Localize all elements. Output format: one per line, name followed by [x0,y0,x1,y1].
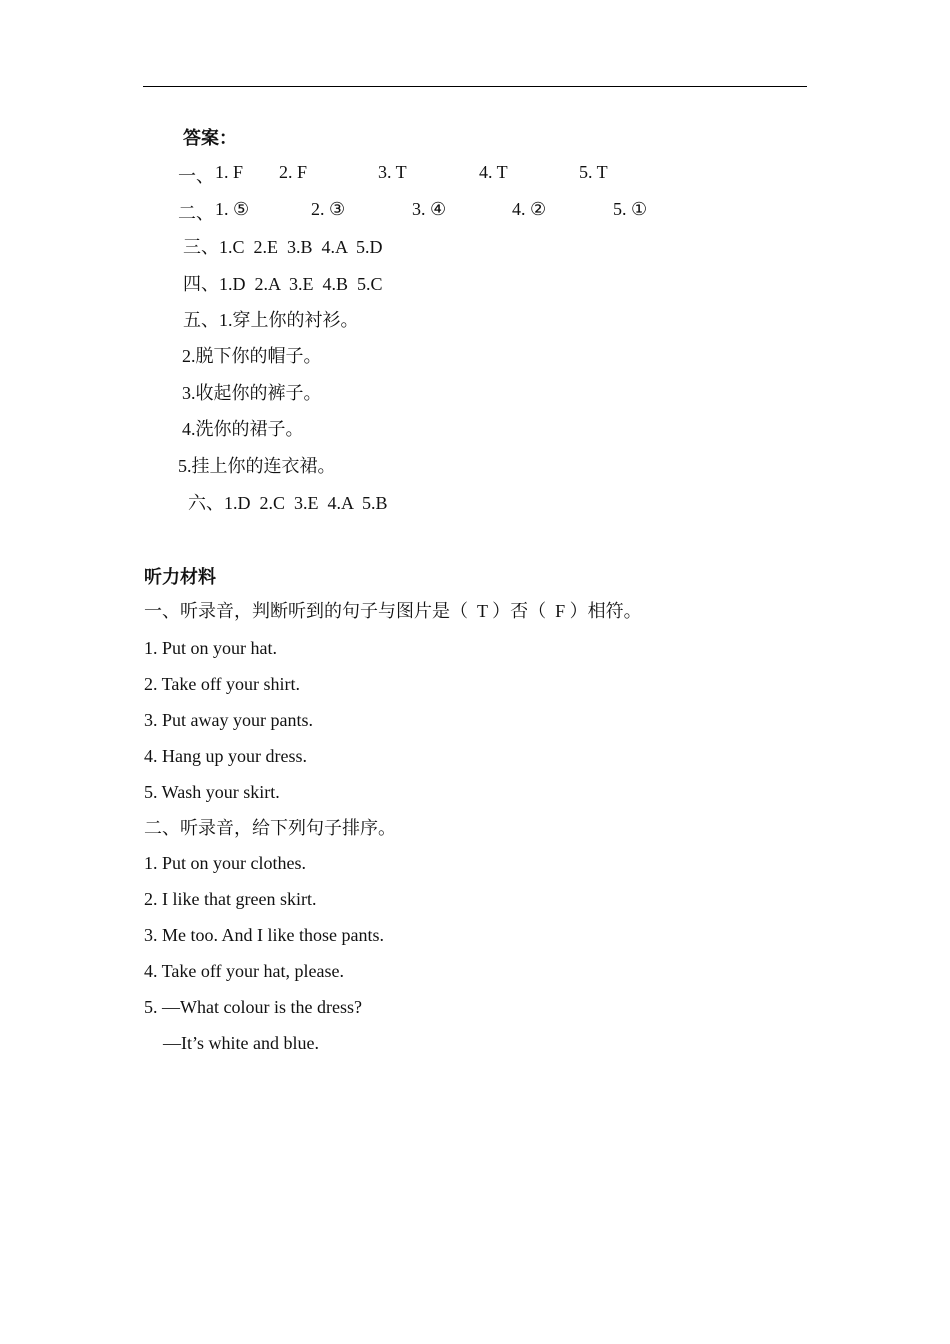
answer-item: 1. ⑤ [215,199,250,219]
listening-line: 5. Wash your skirt. [144,782,280,802]
answers-heading: 答案： [183,128,237,148]
listening-line: 1. Put on your hat. [144,638,277,658]
answer-item: 4. ② [512,199,547,219]
section-2-prefix: 二、 [178,203,214,223]
answer-item: 2. ③ [311,199,346,219]
answer-item: 1. F [215,162,244,182]
answer-section-5-line: 5.挂上你的连衣裙。 [178,456,336,476]
listening-line: 4. Take off your hat, please. [144,961,345,981]
header-rule [143,86,807,87]
answer-item: 3. T [378,162,407,182]
listening-line: 5. —What colour is the dress? [144,997,362,1017]
listening-line: 2. I like that green skirt. [144,889,317,909]
answer-section-6: 六、1.D 2.C 3.E 4.A 5.B [188,493,388,513]
answer-item: 3. ④ [412,199,447,219]
listening-heading: 听力材料 [144,567,216,587]
answer-section-5-line: 2.脱下你的帽子。 [182,346,322,366]
listening-line: 2. Take off your shirt. [144,674,301,694]
answer-section-4: 四、1.D 2.A 3.E 4.B 5.C [183,274,383,294]
listening-line: 1. Put on your clothes. [144,853,306,873]
answer-section-5-line: 4.洗你的裙子。 [182,419,304,439]
listening-line: 4. Hang up your dress. [144,746,307,766]
answer-item: 5. ① [613,199,648,219]
listening-part-2-title: 二、听录音，给下列句子排序。 [144,818,396,838]
listening-part-1-title: 一、听录音，判断听到的句子与图片是（ T ）否（ F ）相符。 [144,601,642,621]
listening-line: 3. Put away your pants. [144,710,313,730]
answer-section-5-line: 3.收起你的裤子。 [182,383,322,403]
answer-section-3: 三、1.C 2.E 3.B 4.A 5.D [183,237,383,257]
listening-line: 3. Me too. And I like those pants. [144,925,384,945]
answer-section-5-line: 五、1.穿上你的衬衫。 [183,310,359,330]
section-1-prefix: 一、 [178,166,214,186]
answer-item: 2. F [279,162,308,182]
answer-item: 4. T [479,162,508,182]
listening-line: —It’s white and blue. [163,1033,319,1053]
answer-item: 5. T [579,162,608,182]
